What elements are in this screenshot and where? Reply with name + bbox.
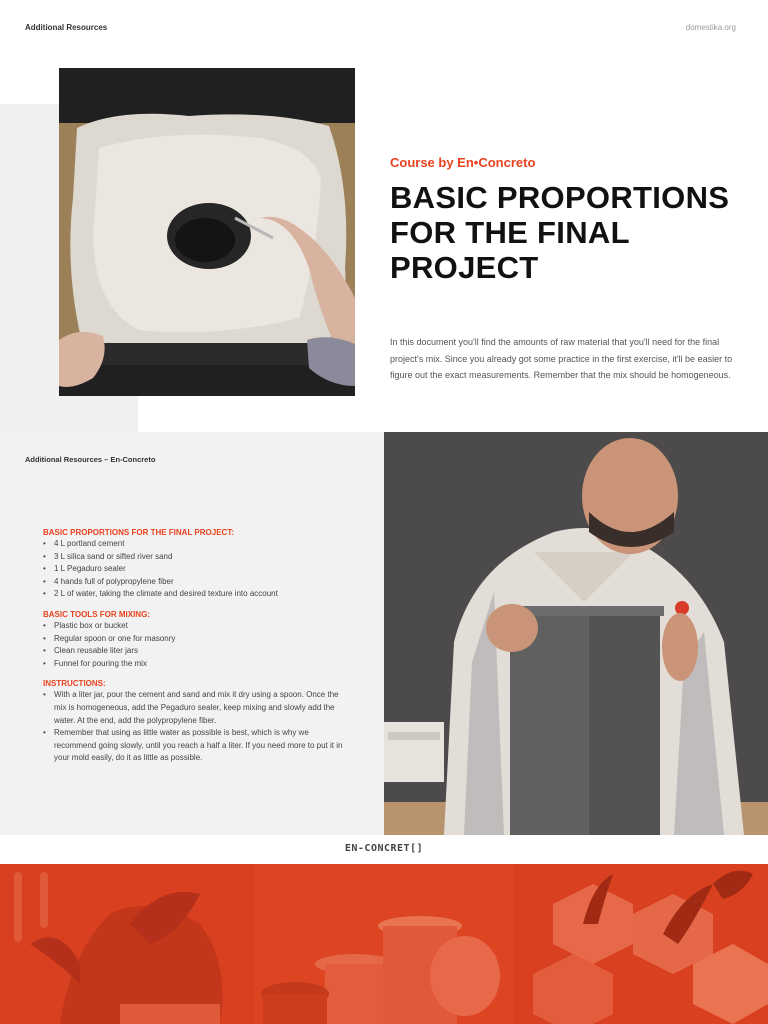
list-item: • With a liter jar, pour the cement and sand and mix it dry using a spoon. Once the mix is homogeneous, add the Pegaduro sealer, keep mixing and slowly add the water. At the end, add the polypropylene fiber. (43, 689, 353, 727)
header-section-label: Additional Resources (25, 23, 108, 32)
list-item: • Regular spoon or one for masonry (43, 633, 353, 646)
photo-mixing-cement (59, 68, 355, 396)
brand-logo: EN-CONCRET[] (344, 843, 424, 854)
header-site-link[interactable]: domestika.org (685, 23, 736, 32)
intro-paragraph: In this document you'll find the amounts of raw material that you'll need for the final project's mix. Since you already got some practice in the first exercise, it'll be easier to figure out the exact measurements. Remember that the mix should be homogeneous. (390, 337, 733, 380)
bottom-photo-strip (0, 864, 768, 1024)
resources-header: Additional Resources – En-Concreto (25, 455, 156, 464)
photo-man-with-mold (384, 432, 768, 835)
instructions-title: INSTRUCTIONS: (43, 679, 106, 689)
photo-hexagon-planters (513, 864, 768, 1024)
proportions-list (43, 538, 353, 601)
list-item: • Clean reusable liter jars (43, 645, 353, 658)
proportions-title: BASIC PROPORTIONS FOR THE FINAL PROJECT: (43, 528, 234, 537)
photo-concrete-containers (255, 864, 513, 1024)
list-item: • Remember that using as little water as possible is best, which is why we recommend going slowly, until you reach a half a liter. If you need more to put it in your mold easily, do it as little as possible. (43, 727, 353, 765)
tools-title: BASIC TOOLS FOR MIXING: (43, 609, 150, 619)
photo-plant-pots (0, 864, 255, 1024)
proportions-section (43, 528, 353, 601)
tools-section (43, 610, 353, 670)
course-attribution: Course by En•Concreto (390, 155, 536, 170)
instructions-list (43, 689, 353, 765)
list-item: • 4 L portland cement (43, 538, 353, 551)
resources-content (43, 528, 353, 774)
instructions-section (43, 679, 353, 765)
list-item: • 4 hands full of polypropylene fiber (43, 576, 353, 589)
list-item: • 1 L Pegaduro sealer (43, 563, 353, 576)
list-item: • 2 L of water, taking the climate and desired texture into account (43, 588, 353, 601)
page-title: BASIC PROPORTIONS FOR THE FINAL PROJECT (390, 180, 730, 285)
list-item: • Funnel for pouring the mix (43, 658, 353, 671)
list-item: • Plastic box or bucket (43, 620, 353, 633)
tools-list (43, 620, 353, 670)
list-item: • 3 L silica sand or sifted river sand (43, 551, 353, 564)
